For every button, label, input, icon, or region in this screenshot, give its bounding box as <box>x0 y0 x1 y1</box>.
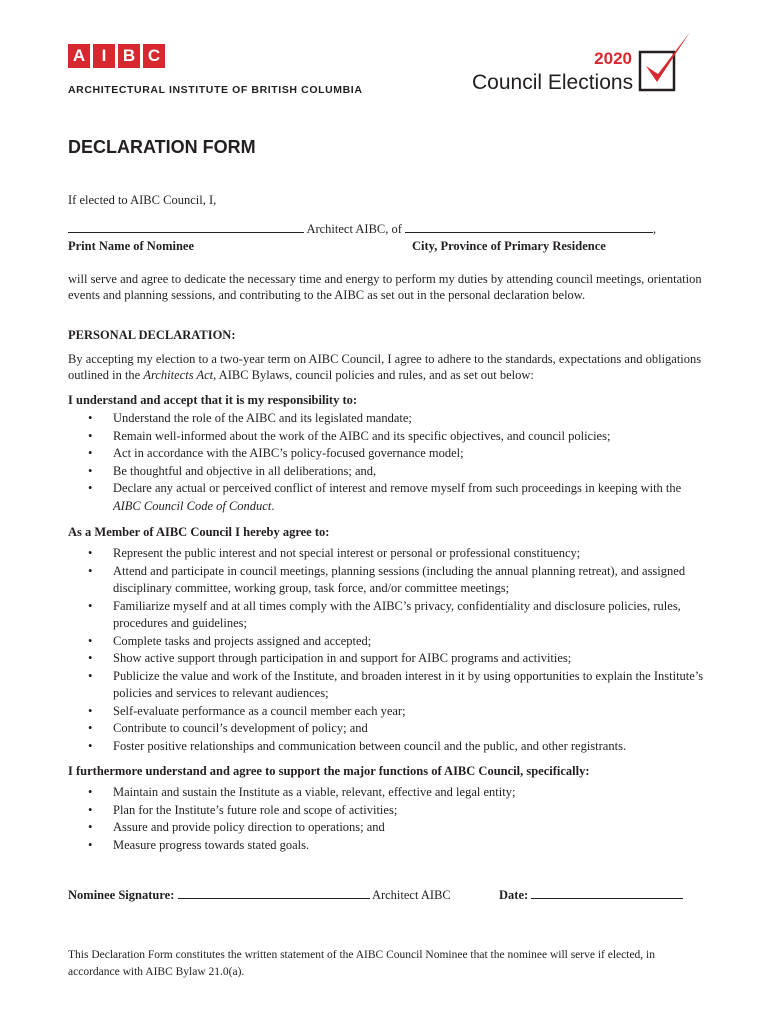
nominee-name-field[interactable] <box>68 220 304 233</box>
list-item-text: Measure progress towards stated goals. <box>113 837 310 852</box>
logo-subtitle: ARCHITECTURAL INSTITUTE OF BRITISH COLUMBIA <box>68 84 363 96</box>
list-item-text: Self-evaluate performance as a council member each year; <box>113 703 406 718</box>
date-field[interactable] <box>531 886 683 899</box>
list-item: • Act in accordance with the AIBC’s policy-focused governance model; <box>88 446 464 460</box>
list-item: • Plan for the Institute’s future role and scope of activities; <box>88 802 398 817</box>
signature-field[interactable] <box>178 886 370 899</box>
list-item: • Show active support through participation in and support for AIBC programs and activities; <box>88 651 572 665</box>
list-item-text: Represent the public interest and not special interest or personal or professional constituency; <box>113 546 581 560</box>
footer-note: This Declaration Form constitutes the written statement of the AIBC Council Nominee that the nominee will serve if elected, in accordance with AIBC Bylaw 21.0(a). <box>68 949 655 978</box>
list-item: • Familiarize myself and at all times comply with the AIBC’s privacy, confidentiality and disclosure policies, rules, procedures and guidelines; <box>88 598 681 630</box>
personal-intro-part-a: By accepting my election to a two-year term on AIBC Council, I agree to adhere to the standards, expectations and obligations outlined in the <box>68 352 702 382</box>
list-item-text: Remain well-informed about the work of the AIBC and its specific objectives, and council policies; <box>113 428 611 443</box>
election-year: 2020 <box>594 49 632 68</box>
list-item: • Understand the role of the AIBC and its legislated mandate; <box>88 411 412 425</box>
personal-intro <box>68 351 708 383</box>
nominee-line <box>68 220 708 237</box>
logo-letter-a: A <box>68 44 90 68</box>
list-item: • Assure and provide policy direction to operations; and <box>88 820 385 834</box>
list-item-text: Plan for the Institute’s future role and scope of activities; <box>113 802 398 817</box>
list-item-text: Show active support through participation in and support for AIBC programs and activities; <box>113 651 572 665</box>
election-title: Council Elections <box>472 71 634 94</box>
list-item-text: Act in accordance with the AIBC’s policy-focused governance model; <box>113 446 464 460</box>
intro-text: If elected to AIBC Council, I, <box>68 193 217 207</box>
personal-declaration-heading: PERSONAL DECLARATION: <box>68 328 236 342</box>
list-item: • Complete tasks and projects assigned and accepted; <box>88 633 372 648</box>
list-item-text: Complete tasks and projects assigned and accepted; <box>113 633 372 648</box>
personal-intro-part-b: AIBC Bylaws, council policies and rules, and as set out below: <box>216 368 534 382</box>
list-item: • Be thoughtful and objective in all deliberations; and, <box>88 463 377 478</box>
major-functions-heading: I furthermore understand and agree to support the major functions of AIBC Council, specifically: <box>68 764 590 778</box>
trailing-comma: , <box>653 222 657 236</box>
logo-letter-b: B <box>118 44 140 68</box>
list-item-text: Maintain and sustain the Institute as a viable, relevant, effective and legal entity; <box>113 785 516 799</box>
list-item-text: Foster positive relationships and communication between council and the public, and other registrants. <box>113 738 627 753</box>
list-item-text: Understand the role of the AIBC and its legislated mandate; <box>113 411 412 425</box>
architect-label: Architect AIBC, of <box>306 222 402 236</box>
responsibility-heading: I understand and accept that it is my responsibility to: <box>68 393 358 407</box>
list-item-text: Attend and participate in council meetings, planning sessions (including the annual planning retreat), and assigned disciplinary committee, working group, task force, and/or committee meetings; <box>113 563 686 595</box>
list-item-period: . <box>271 498 275 513</box>
list-item-text: Be thoughtful and objective in all deliberations; and, <box>113 463 377 478</box>
list-item-text: Declare any actual or perceived conflict of interest and remove myself from such proceedings in keeping with the <box>113 481 682 495</box>
council-elections-badge <box>470 30 700 105</box>
member-agreement-list <box>68 545 708 755</box>
list-item-text: Contribute to council’s development of policy; and <box>113 721 368 735</box>
list-item: • Represent the public interest and not special interest or personal or professional constituency; <box>88 546 581 560</box>
list-item-text: Publicize the value and work of the Institute, and broaden interest in it by using opportunities to explain the Institute’s policies and services to relevant audiences; <box>113 668 704 700</box>
logo-letter-i: I <box>93 44 115 68</box>
list-item: • Self-evaluate performance as a council member each year; <box>88 703 406 718</box>
commitment-text: will serve and agree to dedicate the necessary time and energy to perform my duties by attending council meetings, orientation events and planning sessions, and contributing to the AIBC as set out in the personal declaration below. <box>68 272 702 302</box>
list-item: • Declare any actual or perceived conflict of interest and remove myself from such proceedings in keeping with the AIBC Council Code of Conduct. <box>88 481 682 513</box>
architects-act-title: Architects Act, <box>143 368 217 382</box>
list-item: • Maintain and sustain the Institute as a viable, relevant, effective and legal entity; <box>88 785 516 799</box>
list-item: • Measure progress towards stated goals. <box>88 837 310 852</box>
print-name-label: Print Name of Nominee <box>68 239 195 253</box>
aibc-logo <box>68 44 363 96</box>
list-item: • Publicize the value and work of the Institute, and broaden interest in it by using opportunities to explain the Institute’s policies and services to relevant audiences; <box>88 668 704 700</box>
city-label: City, Province of Primary Residence <box>412 239 606 253</box>
logo-letter-c: C <box>143 44 165 68</box>
list-item-text: Assure and provide policy direction to operations; and <box>113 820 385 834</box>
code-of-conduct-title: AIBC Council Code of Conduct <box>113 498 272 513</box>
city-field[interactable] <box>405 220 653 233</box>
field-labels-row <box>68 239 708 254</box>
date-label: Date: <box>499 888 529 902</box>
signature-row <box>68 886 708 903</box>
member-agreement-heading: As a Member of AIBC Council I hereby agree to: <box>68 525 330 539</box>
signature-suffix: Architect AIBC <box>371 888 451 902</box>
list-item-text: Familiarize myself and at all times comply with the AIBC’s privacy, confidentiality and disclosure policies, rules, procedures and guidelines; <box>113 598 681 630</box>
form-title: DECLARATION FORM <box>68 137 256 157</box>
checkbox-check-icon <box>638 30 694 96</box>
list-item: • Attend and participate in council meetings, planning sessions (including the annual planning retreat), and assigned disciplinary committee, working group, task force, and/or committee meetings; <box>88 563 686 595</box>
major-functions-list <box>68 784 708 854</box>
responsibility-list <box>68 410 708 515</box>
list-item: • Remain well-informed about the work of the AIBC and its specific objectives, and council policies; <box>88 428 611 443</box>
signature-label: Nominee Signature: <box>68 888 175 902</box>
list-item: • Foster positive relationships and communication between council and the public, and other registrants. <box>88 738 627 753</box>
list-item: • Contribute to council’s development of policy; and <box>88 721 368 735</box>
